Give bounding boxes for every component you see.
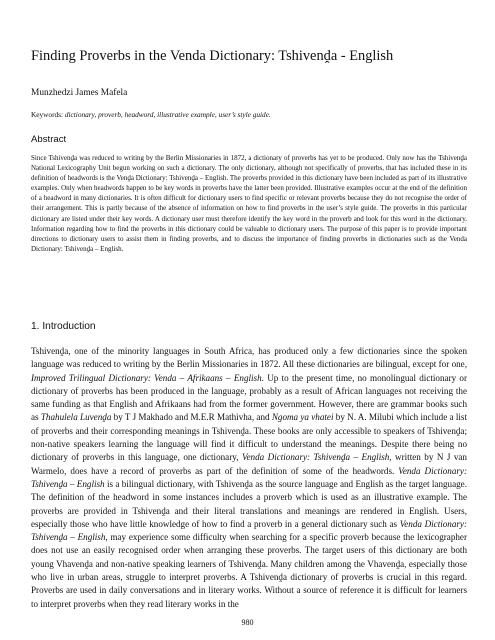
keywords-list: dictionary, proverb, headword, illustrative example, user’s style guide. xyxy=(64,110,271,119)
intro-italic-title: Ngoma ya vhatei xyxy=(271,412,334,423)
author-name: Munzhedzi James Mafela xyxy=(31,88,128,98)
keywords-line xyxy=(31,110,471,120)
keywords-label: Keywords: xyxy=(31,110,64,119)
intro-italic-title: Venda Dictionary: Tshivenḓa – English xyxy=(31,465,467,489)
abstract-heading: Abstract xyxy=(31,134,67,145)
abstract-text: Since Tshivenḓa was reduced to writing by the Berlin Missionaries in 1872, a dictionary of proverbs has yet to be produced. Only now has the Tshivenḓa National Lexicography Unit begun working on such a dictionary. The only dictionary, although not specifically of proverbs, that has included these in its definition of headwords is the Venḓa Dictionary: Tshivenḓa – English. The proverbs provided in this dictionary have been included as part of its illustrative examples. Only when headwords happen to be key words in proverbs have the latter been provided. Illustrative examples occur at the end of the definition of a headword in many dictionaries. It is often difficult for dictionary users to find specific or relevant proverbs because they do not recognise the order of their arrangement. This is partly because of the absence of information on how to find proverbs in the user’s style guide. The proverbs in this particular dictionary are listed under their key words. A dictionary user must therefore identify the key word in the proverb and look for this word in the dictionary. Information regarding how to find the proverbs in this dictionary could be valuable to dictionary users. The purpose of this paper is to provide important directions to dictionary users to assist them in finding proverbs, and to discuss the importance of finding proverbs in dictionaries such as the Venda Dictionary: Tshivenḓa – English. xyxy=(31,154,467,253)
intro-text-segment: Tshivenḓa, one of the minority languages in South Africa, has produced only a few dictionaries since the spoken language was reduced to writing by the Berlin Missionaries in 1872. All these dictionaries are bilingual, except for one, xyxy=(31,346,467,370)
introduction-heading: 1. Introduction xyxy=(31,321,96,332)
intro-text-segment: is a bilingual dictionary, with Tshivenḓa as the source language and English as the target language. The definition of the headword in some instances includes a proverb which is used as an illustrative example. The proverbs are provided in Tshivenḓa and their literal translations and meanings are rendered in English. Users, especially those who have little knowledge of how to find a proverb in a general dictionary such as xyxy=(31,478,467,529)
intro-text-segment: written by N J van Warmelo, does have a record of proverbs as part of the definition of some of the headwords. xyxy=(31,452,467,476)
intro-italic-title: Venda Dictionary: Tshivenḓa – English, xyxy=(31,518,467,543)
intro-text-segment: . Up to the present time, no monolingual dictionary or dictionary of proverbs has been produced in the language, probably as a result of African languages not receiving the same funding as that English and Afrikaans had from the former government. However, there are grammar books such as xyxy=(31,372,467,423)
intro-italic-title: Improved Trilingual Dictionary: Venda – Afrikaans – English xyxy=(31,372,262,383)
intro-italic-title: Thahulela Luvenḓa xyxy=(40,412,112,423)
introduction-text xyxy=(31,345,467,611)
intro-italic-title: Venda Dictionary: Tshivenḓa – English, xyxy=(241,452,392,463)
page-number: 980 xyxy=(241,618,254,627)
intro-text-segment: by N. A. Milubi which include a list of proverbs and their corresponding meanings in Tshivenḓa. These books are only accessible to speakers of Tshivenḓa; non-native speakers learning the language will find it difficult to understand the meanings. Despite there being no dictionary of proverbs in this language, one dictionary, xyxy=(31,412,467,463)
paper-title: Finding Proverbs in the Venda Dictionary: Tshivenḓa - English xyxy=(31,48,394,64)
intro-text-segment: may experience some difficulty when searching for a specific proverb because the lexicographer does not use an easily recognised order when arranging these proverbs. The target users of this dictionary are both young Vhavenḓa and non-native speaking learners of Tshivenḓa. Many children among the Vhavenḓa, especially those who live in urban areas, struggle to interpret proverbs. A Tshivenḓa dictionary of proverbs is crucial in this regard. Proverbs are used in daily conversations and in literary works. Without a source of reference it is difficult for learners to interpret proverbs when they read literary works in the xyxy=(31,532,467,609)
intro-text-segment: by T J Makhado and M.E.R Mathivha, and xyxy=(111,412,272,423)
